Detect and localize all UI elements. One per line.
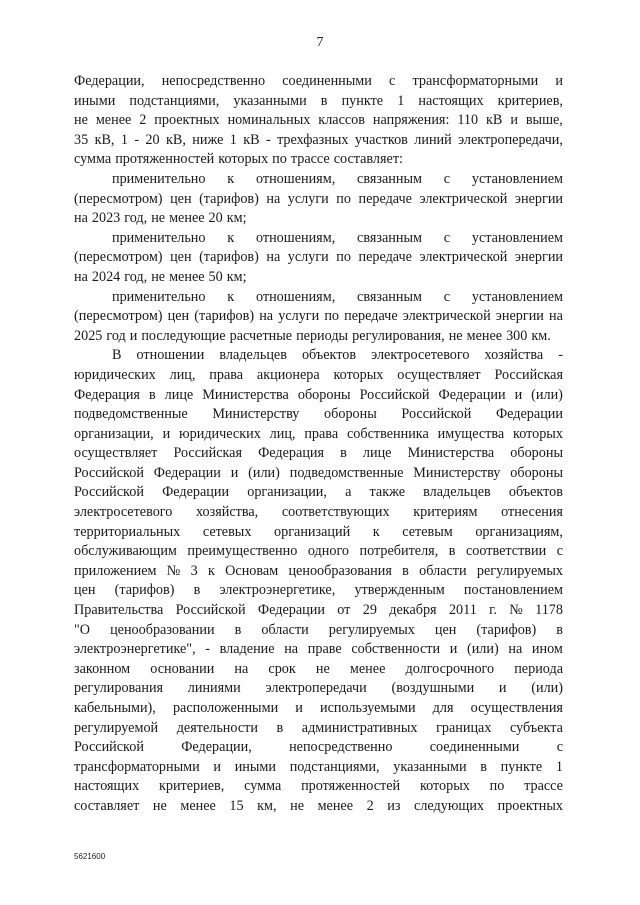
text-line: составляет не менее 15 км, не менее 2 из следующих проектных <box>74 797 563 814</box>
text-line: (пересмотром) цен (тарифов) на услуги по передаче электрической энергии на <box>74 308 563 325</box>
text-line: Правительства Российской Федерации от 29 декабря 2011 г. № 1178 <box>74 602 563 619</box>
text-line: организации, и юридических лиц, права собственника имущества которых <box>74 425 563 442</box>
text-line: регулируемой деятельности в административных границах субъекта <box>74 719 563 736</box>
text-line: применительно к отношениям, связанным с установлением <box>112 229 563 246</box>
text-line: не менее 2 проектных номинальных классов напряжения: 110 кВ и выше, <box>74 112 563 129</box>
text-line: применительно к отношениям, связанным с установлением <box>112 288 563 305</box>
text-line: Федерации, непосредственно соединенными с трансформаторными и <box>74 73 563 89</box>
text-line: Российской Федерации организации, а также владельцев объектов <box>74 484 563 501</box>
text-line: "О ценообразовании в области регулируемых цен (тарифов) в <box>74 621 563 638</box>
text-line: юридических лиц, права акционера которых осуществляет Российская <box>74 366 563 383</box>
text-line: (пересмотром) цен (тарифов) на услуги по передаче электрической энергии <box>74 190 563 207</box>
text-line: на 2023 год, не менее 20 км; <box>74 210 247 227</box>
text-line: цен (тарифов) в электроэнергетике, утвержденным постановлением <box>74 582 563 599</box>
text-line: кабельными), расположенными и используемыми для осуществления <box>74 700 563 716</box>
text-line: Российской Федерации, непосредственно соединенными с <box>74 739 563 756</box>
body-text <box>74 72 563 817</box>
text-line: электроэнергетике", - владение на праве собственности и (или) на ином <box>74 641 563 658</box>
text-line: настоящих критериев, сумма протяженностей которых по трассе <box>74 778 563 795</box>
text-line: приложением № 3 к Основам ценообразования в области регулируемых <box>74 562 563 579</box>
text-line: на 2024 год, не менее 50 км; <box>74 268 247 285</box>
text-line: осуществляет Российская Федерация в лице Министерства обороны <box>74 445 563 462</box>
text-line: подведомственные Министерству обороны Российской Федерации <box>74 406 563 423</box>
text-line: 35 кВ, 1 - 20 кВ, ниже 1 кВ - трехфазных участков линий электропередачи, <box>74 131 563 148</box>
text-line: законном основании на срок не менее долгосрочного периода <box>74 660 563 677</box>
text-line: регулирования линиями электропередачи (воздушными и (или) <box>74 680 563 697</box>
text-line: территориальных сетевых организаций к сетевым организациям, <box>74 523 563 540</box>
text-line: Федерация в лице Министерства обороны Российской Федерации и (или) <box>74 386 563 403</box>
text-line: трансформаторными и иными подстанциями, указанными в пункте 1 <box>74 758 563 775</box>
document-code: 5621600 <box>74 852 106 861</box>
text-line: 2025 год и последующие расчетные периоды регулирования, не менее 300 км. <box>74 327 551 344</box>
page-number: 7 <box>316 35 324 50</box>
text-line: обслуживающим преимущественно одного потребителя, в соответствии с <box>74 543 563 560</box>
text-line: сумма протяженностей которых по трассе составляет: <box>74 151 403 168</box>
text-line: В отношении владельцев объектов электросетевого хозяйства - <box>112 347 563 364</box>
text-line: иными подстанциями, указанными в пункте 1 настоящих критериев, <box>74 92 563 109</box>
text-line: (пересмотром) цен (тарифов) на услуги по передаче электрической энергии <box>74 249 563 266</box>
text-line: применительно к отношениям, связанным с установлением <box>112 170 563 187</box>
text-line: Российской Федерации и (или) подведомственные Министерству обороны <box>74 464 563 481</box>
text-line: электросетевого хозяйства, соответствующих критериям отнесения <box>74 504 563 521</box>
